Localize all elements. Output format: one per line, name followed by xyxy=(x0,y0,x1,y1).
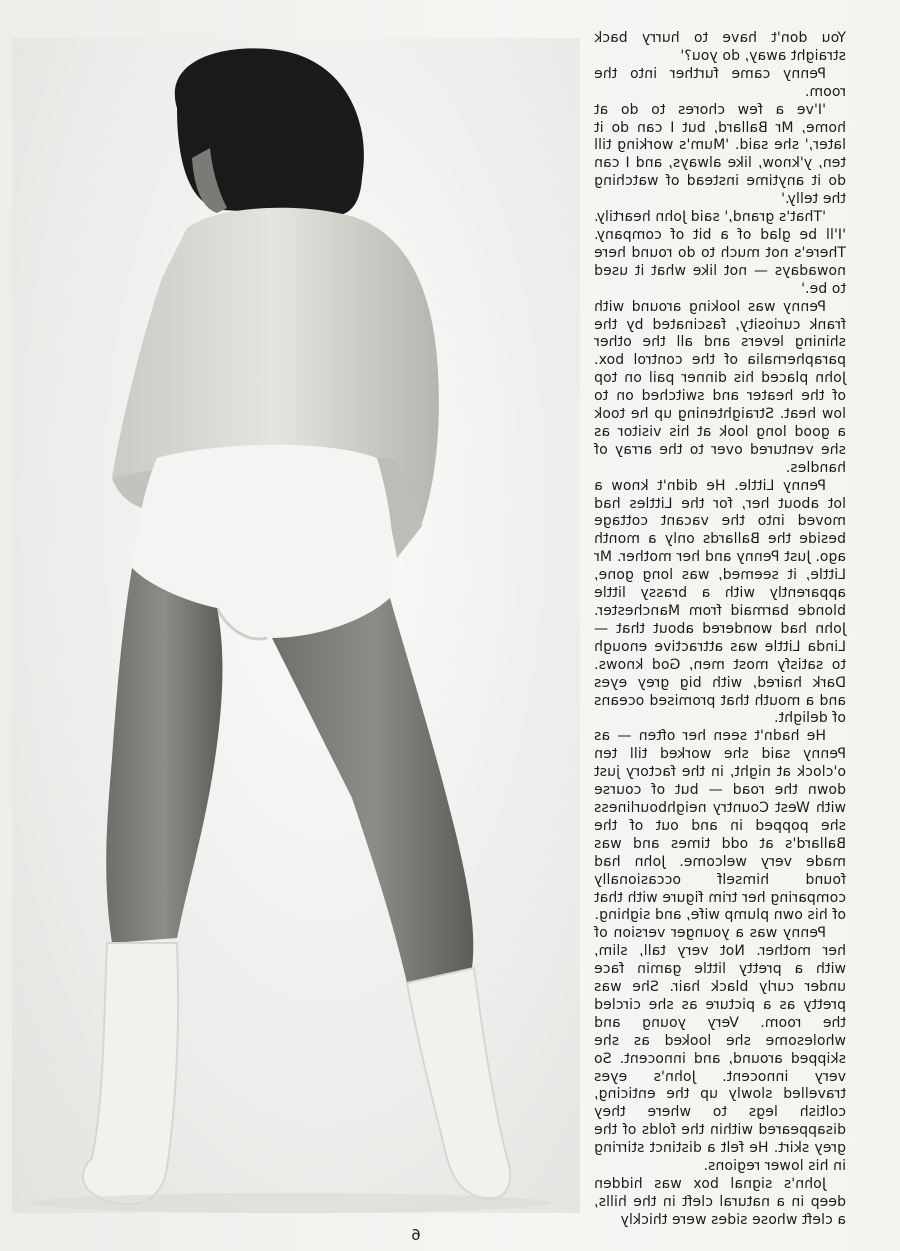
article-column xyxy=(594,30,846,1245)
paragraph: Penny was looking around with frank curiosity, fascinated by the shining levers and all the other paraphernalia of the control box. John placed his dinner pail on top of the heater and switched on to low heat. Straightening up he took a good long look at his visitor as she ventured over to the array of handles. xyxy=(594,298,846,476)
paragraph: Penny Little. He didn't know a lot about her, for the Littles had moved into the vacant cottage beside the Ballards only a month ago. Just Penny and her mother. Mr Little, it seemed, was long gone, apparently with a brassy little blonde barmaid from Manchester. John had wondered about that — Linda Little was attractive enough to satisfy most men, God knows. Dark haired, with big grey eyes and a mouth that promised oceans of delight. xyxy=(594,477,846,727)
paragraph: John's signal box was hidden deep in a natural cleft in the hills, a cleft whose sides were thickly xyxy=(594,1176,846,1228)
photo-illustration xyxy=(12,38,580,1213)
paragraph: He hadn't seen her often — as Penny said she worked till ten o'clock at night, in the factory just down the road — but of course with West Country neighbourliness she popped in and out of the Ballard's at odd times and was made very welcome. John had found himself occasionally comparing her trim figure with that of his own plump wife, and sighing. xyxy=(594,728,846,924)
paragraph: Penny was a younger version of her mother. Not very tall, slim, with a pretty little gamin face under curly black hair. She was pretty as a picture as she circled the room. Very young and wholesome she looked as she skipped around, and innocent. So very innocent. John's eyes travelled slowly up the enticing, coltish legs to where they disappeared within the folds of the grey skirt. He felt a distinct stirring in his lower regions. xyxy=(594,925,846,1175)
paragraph: You don't have to hurry back straight away, do you?' xyxy=(594,30,846,64)
paragraph: 'I've a few chores to do at home, Mr Ballard, but I can do it later,' she said. 'Mum's working till ten, y'know, like always, and I can do it anytime instead of watching the telly.' xyxy=(594,101,846,208)
paragraph: Penny came further into the room. xyxy=(594,65,846,100)
paragraph: 'That's grand,' said John heartily. 'I'll be glad of a bit of company. There's not much to do round here nowadays — not like what it used to be.' xyxy=(594,209,846,297)
page-number: 6 xyxy=(411,1226,421,1244)
figure-silhouette-icon xyxy=(12,38,580,1213)
